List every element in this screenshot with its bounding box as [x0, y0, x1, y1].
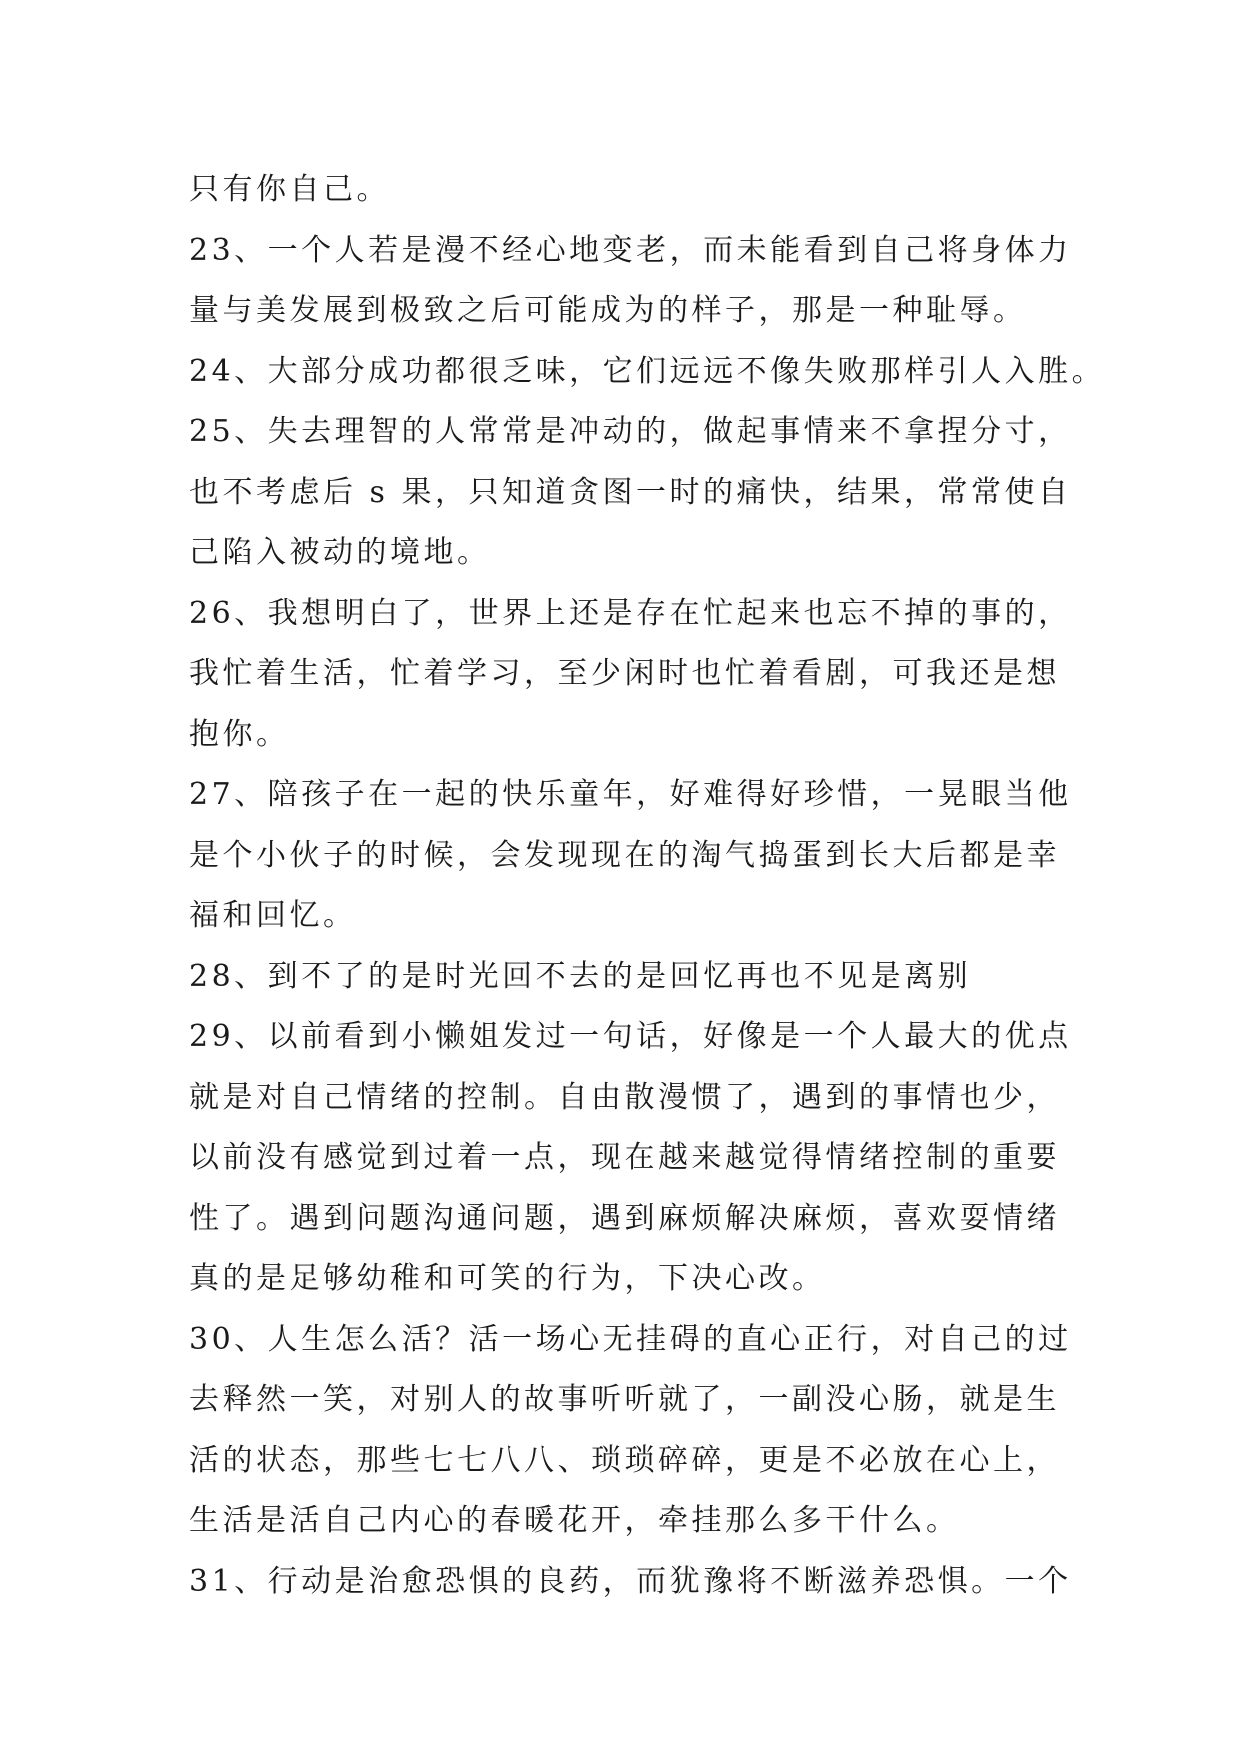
- text-line: 25、失去理智的人常常是冲动的，做起事情来不拿捏分寸，: [189, 414, 1072, 449]
- text-line: 活的状态，那些七七八八、琐琐碎碎，更是不必放在心上，: [189, 1442, 1060, 1478]
- text-line: 27、陪孩子在一起的快乐童年，好难得好珍惜，一晃眼当他: [189, 777, 1072, 812]
- text-line: 生活是活自己内心的春暖花开，牵挂那么多干什么。: [189, 1503, 960, 1538]
- text-line: 28、到不了的是时光回不去的是回忆再也不见是离别: [189, 958, 972, 994]
- text-line: 26、我想明白了，世界上还是存在忙起来也忘不掉的事的，: [189, 595, 1072, 631]
- text-line: 性了。遇到问题沟通问题，遇到麻烦解决麻烦，喜欢耍情绪: [189, 1200, 1060, 1236]
- text-line: 抱你。: [189, 716, 290, 752]
- text-line: 31、行动是治愈恐惧的良药，而犹豫将不断滋养恐惧。一个: [189, 1563, 1072, 1599]
- text-line: 以前没有感觉到过着一点，现在越来越觉得情绪控制的重要: [189, 1140, 1060, 1175]
- text-line: 真的是足够幼稚和可笑的行为，下决心改。: [189, 1261, 826, 1296]
- text-line: 去释然一笑，对别人的故事听听就了，一副没心肠，就是生: [189, 1382, 1060, 1417]
- text-line: 30、人生怎么活？活一场心无挂碍的直心正行，对自己的过: [189, 1321, 1072, 1357]
- text-line: 就是对自己情绪的控制。自由散漫惯了，遇到的事情也少，: [189, 1079, 1060, 1115]
- text-line: 24、大部分成功都很乏味，它们远远不像失败那样引人入胜。: [189, 353, 1106, 389]
- text-line: 也不考虑后 s 果，只知道贪图一时的痛快，结果，常常使自: [189, 474, 1072, 510]
- text-line: 福和回忆。: [189, 898, 357, 933]
- text-line: 量与美发展到极致之后可能成为的样子，那是一种耻辱。: [189, 293, 1027, 328]
- text-line: 29、以前看到小懒姐发过一句话，好像是一个人最大的优点: [189, 1019, 1072, 1054]
- text-line: 我忙着生活，忙着学习，至少闲时也忙着看剧，可我还是想: [189, 656, 1060, 691]
- text-line: 只有你自己。: [189, 172, 390, 207]
- text-line: 23、一个人若是漫不经心地变老，而未能看到自己将身体力: [189, 232, 1072, 268]
- text-line: 是个小伙子的时候，会发现现在的淘气捣蛋到长大后都是幸: [189, 837, 1060, 873]
- text-line: 己陷入被动的境地。: [189, 535, 491, 570]
- document-body: [189, 160, 1106, 1612]
